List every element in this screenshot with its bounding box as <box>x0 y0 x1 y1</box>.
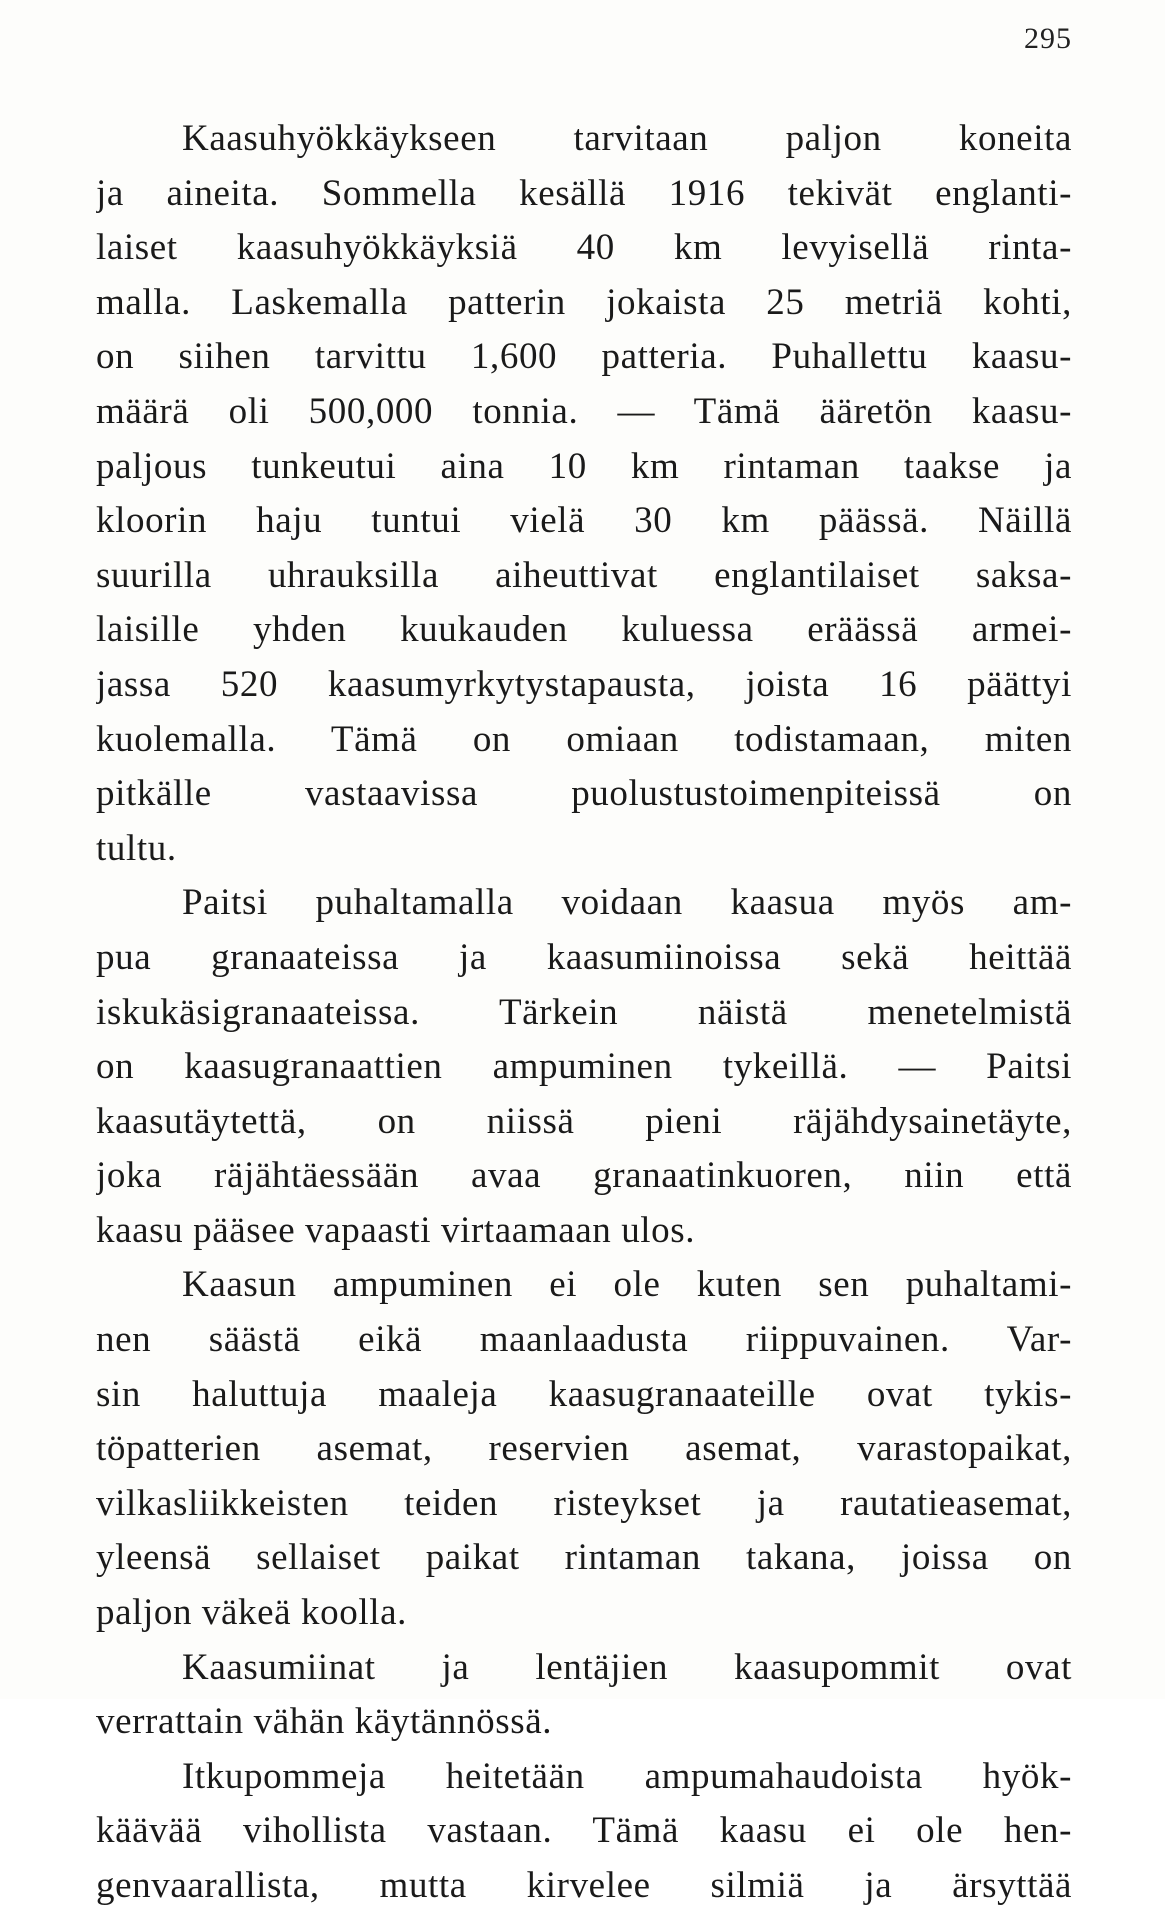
text-line: genvaarallista, mutta kirvelee silmiä ja ärsyttää <box>96 1865 1072 1906</box>
text-line: sin haluttuja maaleja kaasugranaateille ovat tykis- <box>96 1373 1072 1415</box>
text-line: laisille yhden kuukauden kuluessa eräässä armei- <box>96 609 1072 651</box>
text-line: iskukäsigranaateissa. Tärkein näistä menetelmistä <box>96 991 1072 1033</box>
text-line: joka räjähtäessään avaa granaatinkuoren, niin että <box>96 1155 1072 1197</box>
text-line: Kaasumiinat ja lentäjien kaasupommit ovat <box>182 1646 1072 1688</box>
text-line: paljon väkeä koolla. <box>96 1592 407 1634</box>
text-line: käävää vihollista vastaan. Tämä kaasu ei ole hen- <box>96 1810 1072 1852</box>
text-line: tultu. <box>96 827 177 869</box>
text-line: paljous tunkeutui aina 10 km rintaman taakse ja <box>96 445 1072 487</box>
text-line: on kaasugranaattien ampuminen tykeillä. — Paitsi <box>96 1046 1072 1088</box>
text-line: töpatterien asemat, reservien asemat, varastopaikat, <box>96 1428 1072 1470</box>
page-number: 295 <box>1024 22 1072 55</box>
text-line: ja aineita. Sommella kesällä 1916 tekivät englanti- <box>96 172 1072 214</box>
text-line: Itkupommeja heitetään ampumahaudoista hyök- <box>182 1755 1072 1797</box>
text-line: vilkasliikkeisten teiden risteykset ja rautatieasemat, <box>96 1482 1072 1524</box>
text-line: Paitsi puhaltamalla voidaan kaasua myös am- <box>182 882 1072 924</box>
text-line: Kaasun ampuminen ei ole kuten sen puhaltami- <box>182 1264 1072 1306</box>
text-line: pitkälle vastaavissa puolustustoimenpiteissä on <box>96 773 1072 815</box>
text-line: malla. Laskemalla patterin jokaista 25 metriä kohti, <box>96 281 1072 323</box>
text-line: pua granaateissa ja kaasumiinoissa sekä heittää <box>96 936 1072 978</box>
text-line: nen säästä eikä maanlaadusta riippuvainen. Var- <box>96 1319 1072 1361</box>
text-line: kloorin haju tuntui vielä 30 km päässä. Näillä <box>96 500 1072 542</box>
text-line: määrä oli 500,000 tonnia. — Tämä ääretön kaasu- <box>96 390 1072 432</box>
text-line: jassa 520 kaasumyrkytystapausta, joista 16 päättyi <box>96 663 1072 705</box>
text-line: on siihen tarvittu 1,600 patteria. Puhallettu kaasu- <box>96 336 1072 378</box>
text-line: laiset kaasuhyökkäyksiä 40 km levyisellä rinta- <box>96 227 1072 269</box>
body-text <box>96 112 1072 1914</box>
text-line: kaasu pääsee vapaasti virtaamaan ulos. <box>96 1209 696 1251</box>
text-line: Kaasuhyökkäykseen tarvitaan paljon koneita <box>182 118 1072 159</box>
text-line: kaasutäytettä, on niissä pieni räjähdysainetäyte, <box>96 1100 1072 1142</box>
text-line: verrattain vähän käytännössä. <box>96 1701 553 1743</box>
text-line: yleensä sellaiset paikat rintaman takana, joissa on <box>96 1537 1072 1579</box>
text-line: kuolemalla. Tämä on omiaan todistamaan, miten <box>96 718 1072 760</box>
text-line: suurilla uhrauksilla aiheuttivat englantilaiset saksa- <box>96 554 1072 596</box>
